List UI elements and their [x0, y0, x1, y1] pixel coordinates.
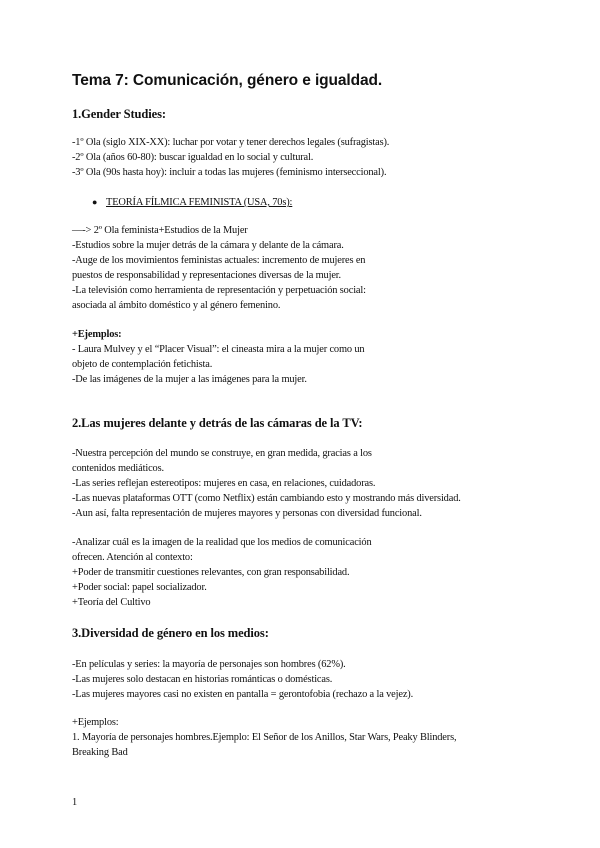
text-line: -1º Ola (siglo XIX-XX): luchar por votar y tener derechos legales (sufragistas). — [72, 137, 390, 148]
section1-paragraph — [72, 223, 542, 313]
text-line: -Aun así, falta representación de mujeres mayores y personas con diversidad funcional. — [72, 508, 422, 519]
text-line: -Las series reflejan estereotipos: mujeres en casa, en relaciones, cuidadoras. — [72, 478, 376, 489]
text-line: —-> 2º Ola feminista+Estudios de la Mujer — [72, 225, 248, 236]
text-line: +Teoría del Cultivo — [72, 597, 151, 608]
section2-paragraph-1 — [72, 446, 542, 521]
section1-heading: 1.Gender Studies: — [72, 107, 166, 121]
text-line: -Estudios sobre la mujer detrás de la cámara y delante de la cámara. — [72, 240, 344, 251]
text-line: -Las nuevas plataformas OTT (como Netflix) están cambiando esto y mostrando más diversidad. — [72, 493, 461, 504]
text-line: objeto de contemplación fetichista. — [72, 359, 213, 370]
text-line: -3º Ola (90s hasta hoy): incluir a todas las mujeres (feminismo interseccional). — [72, 167, 387, 178]
text-line: puestos de responsabilidad y representaciones diversas de la mujer. — [72, 270, 341, 281]
section2-paragraph-2 — [72, 535, 542, 610]
text-line: contenidos mediáticos. — [72, 463, 164, 474]
text-line: +Poder de transmitir cuestiones relevantes, con gran responsabilidad. — [72, 567, 350, 578]
text-line: -Analizar cuál es la imagen de la realidad que los medios de comunicación — [72, 537, 372, 548]
text-line: Breaking Bad — [72, 747, 128, 758]
section1-examples — [72, 327, 542, 387]
text-line: ofrecen. Atención al contexto: — [72, 552, 193, 563]
text-line: -Nuestra percepción del mundo se construye, en gran medida, gracias a los — [72, 448, 372, 459]
bullet-text: TEORÍA FÍLMICA FEMINISTA (USA, 70s): — [106, 197, 293, 208]
text-line: -Las mujeres solo destacan en historias románticas o domésticas. — [72, 674, 333, 685]
section3-heading: 3.Diversidad de género en los medios: — [72, 626, 269, 640]
section3-paragraph-1 — [72, 657, 542, 702]
section3-paragraph-2 — [72, 715, 542, 760]
text-line: -2º Ola (años 60-80): buscar igualdad en lo social y cultural. — [72, 152, 314, 163]
document-title: Tema 7: Comunicación, género e igualdad. — [72, 72, 383, 89]
text-line: -Auge de los movimientos feministas actuales: incremento de mujeres en — [72, 255, 366, 266]
text-line: -En películas y series: la mayoría de personajes son hombres (62%). — [72, 659, 346, 670]
text-line: +Poder social: papel socializador. — [72, 582, 207, 593]
text-line: 1. Mayoría de personajes hombres.Ejemplo: El Señor de los Anillos, Star Wars, Peaky Blinders, — [72, 732, 457, 743]
text-line: -La televisión como herramienta de representación y perpetuación social: — [72, 285, 366, 296]
text-line: asociada al ámbito doméstico y al género femenino. — [72, 300, 281, 311]
section1-waves — [72, 135, 542, 180]
text-line: +Ejemplos: — [72, 717, 119, 728]
examples-label: +Ejemplos: — [72, 329, 122, 340]
text-line: -De las imágenes de la mujer a las imágenes para la mujer. — [72, 374, 307, 385]
text-line: -Las mujeres mayores casi no existen en pantalla = gerontofobia (rechazo a la vejez). — [72, 689, 414, 700]
text-line: - Laura Mulvey y el “Placer Visual”: el cineasta mira a la mujer como un — [72, 344, 365, 355]
bullet-dot-icon: ● — [92, 197, 98, 207]
page-number: 1 — [72, 797, 78, 808]
section2-heading: 2.Las mujeres delante y detrás de las cámaras de la TV: — [72, 416, 363, 430]
bullet-item — [92, 195, 292, 210]
